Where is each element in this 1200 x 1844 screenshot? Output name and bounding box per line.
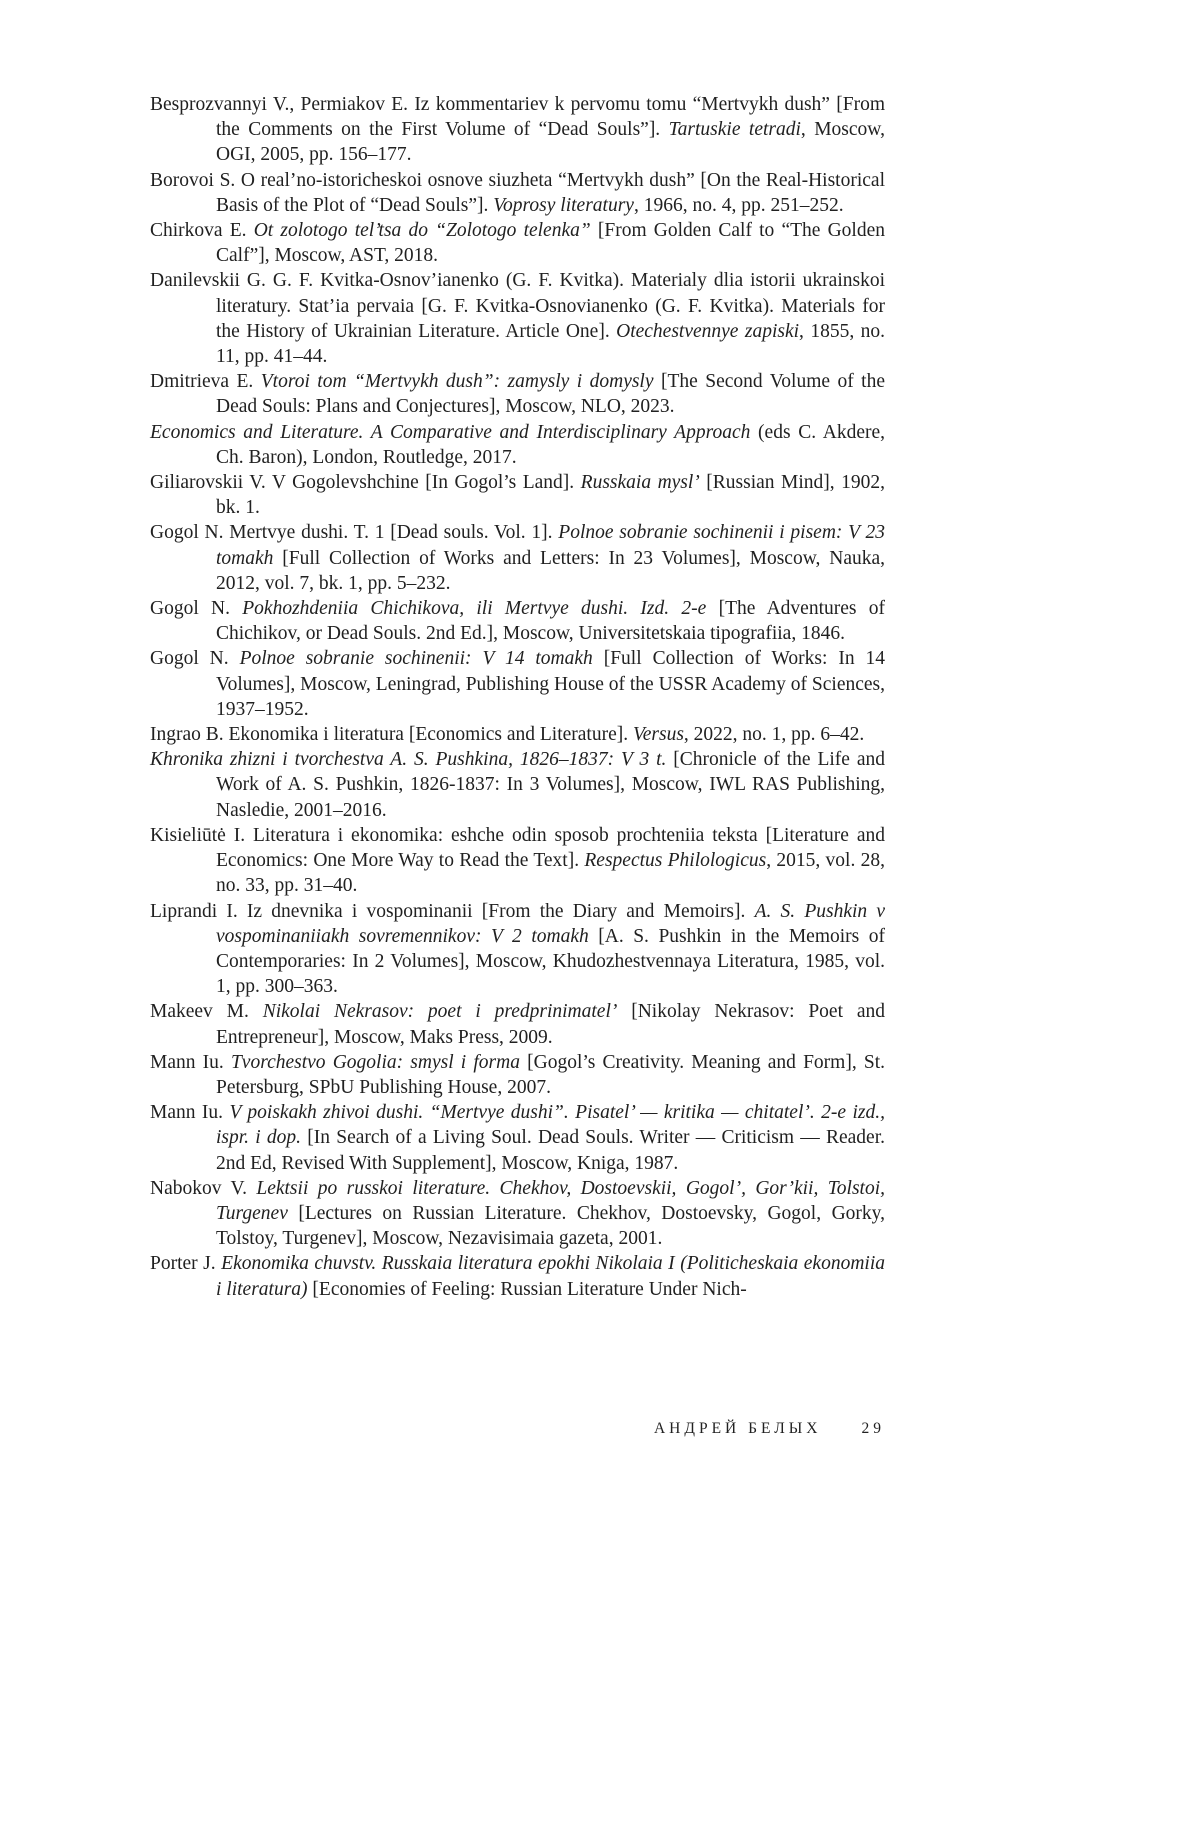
entry-text-segment: [A. S. Pushkin in the Memoirs of Contemporaries: In 2 Volumes], Moscow, Khudozhestvennaya Literatura, 1985, vol. 1, pp. 300–363. <box>216 925 886 998</box>
running-head: АНДРЕЙ БЕЛЫХ <box>653 1420 822 1437</box>
bibliography-entry <box>150 646 885 722</box>
entry-text-segment: Besprozvannyi V., Permiakov E. Iz kommentariev k pervomu tomu “Mertvykh dush” [From the Comments on the First Volume of “Dead Souls”]. <box>150 94 885 141</box>
entry-text-segment: Chirkova E. <box>150 220 254 242</box>
entry-text-segment: , 2015, vol. 28, no. 33, pp. 31–40. <box>216 850 885 897</box>
entry-title-segment: Khronika zhizni i tvorchestva A. S. Pushkina, 1826–1837: V 3 t. <box>150 749 667 771</box>
bibliography-entry <box>150 520 885 596</box>
bibliography-entry <box>150 596 885 646</box>
entry-text-segment: [Gogol’s Creativity. Meaning and Form], St. Petersburg, SPbU Publishing House, 2007. <box>216 1051 886 1098</box>
entry-text-segment: Nabokov V. <box>150 1177 257 1199</box>
entry-title-segment: Pokhozhdeniia Chichikova, ili Mertvye dushi. Izd. 2-e <box>242 598 707 620</box>
entry-text-segment: Makeev M. <box>150 1001 263 1023</box>
entry-title-segment: Otechestvennye zapiski <box>616 320 800 342</box>
entry-text-segment: Borovoi S. O real’no-istoricheskoi osnove siuzheta “Mertvykh dush” [On the Real-Historical Basis of the Plot of “Dead Souls”]. <box>150 169 885 216</box>
entry-text-segment: [Economies of Feeling: Russian Literature Under Nich- <box>307 1278 747 1300</box>
entry-text-segment: , Moscow, OGI, 2005, pp. 156–177. <box>216 119 885 166</box>
entry-text-segment: Giliarovskii V. V Gogolevshchine [In Gogol’s Land]. <box>150 472 581 494</box>
bibliography-entry <box>150 218 885 268</box>
bibliography-entry <box>150 168 885 218</box>
entry-title-segment: V poiskakh zhivoi dushi. “Mertvye dushi”. Pisatel’ — kritika — chitatel’. 2-e izd., ispr. i dop. <box>216 1102 885 1149</box>
bibliography-entry <box>150 1050 885 1100</box>
bibliography-entry <box>150 1100 885 1176</box>
entry-title-segment: Lektsii po russkoi literature. Chekhov, Dostoevskii, Gogol’, Gor’kii, Tolstoi, Turgenev <box>216 1177 885 1224</box>
entry-text-segment: [Nikolay Nekrasov: Poet and Entrepreneur], Moscow, Maks Press, 2009. <box>216 1001 885 1048</box>
bibliography-entry <box>150 823 885 899</box>
entry-text-segment: [From Golden Calf to “The Golden Calf”], Moscow, AST, 2018. <box>216 220 885 267</box>
entry-text-segment: Ingrao B. Ekonomika i literatura [Economics and Literature]. <box>150 724 633 746</box>
entry-title-segment: Tartuskie tetradi <box>668 119 801 141</box>
entry-title-segment: Ot zolotogo tel’tsa do “Zolotogo telenka” <box>253 220 591 242</box>
entry-title-segment: Versus <box>633 724 684 746</box>
entry-title-segment: Ekonomika chuvstv. Russkaia literatura epokhi Nikolaia I (Politicheskaia ekonomiia i literatura) <box>216 1253 885 1300</box>
bibliography-entry <box>150 1176 885 1252</box>
entry-text-segment: (eds C. Akdere, Ch. Baron), London, Routledge, 2017. <box>216 421 885 468</box>
entry-text-segment: Mann Iu. <box>150 1051 231 1073</box>
entry-text-segment: [Chronicle of the Life and Work of A. S. Pushkin, 1826-1837: In 3 Volumes], Moscow, IWL RAS Publishing, Nasledie, 2001–2016. <box>216 749 885 821</box>
bibliography-entry <box>150 420 885 470</box>
entry-title-segment: Polnoe sobranie sochinenii i pisem: V 23 tomakh <box>216 522 885 569</box>
entry-title-segment: Economics and Literature. A Comparative and Interdisciplinary Approach <box>150 421 751 443</box>
entry-text-segment: Gogol N. <box>150 598 243 620</box>
bibliography-entry <box>150 722 885 747</box>
entry-text-segment: [Russian Mind], 1902, bk. 1. <box>216 472 886 519</box>
entry-text-segment: [The Second Volume of the Dead Souls: Plans and Conjectures], Moscow, NLO, 2023. <box>216 371 886 418</box>
entry-text-segment: Danilevskii G. G. F. Kvitka-Osnov’ianenko (G. F. Kvitka). Materialy dlia istorii ukrainskoi literatury. Stat’ia pervaia [G. F. Kvitka-Osnovianenko (G. F. Kvitka). Materials for the History of Ukrainian Literature. Article One]. <box>150 270 885 342</box>
bibliography-entry <box>150 369 885 419</box>
entry-title-segment: Russkaia mysl’ <box>580 472 700 494</box>
entry-text-segment: Liprandi I. Iz dnevnika i vospominanii [From the Diary and Memoirs]. <box>150 900 755 922</box>
bibliography-entry <box>150 92 885 168</box>
entry-text-segment: , 1855, no. 11, pp. 41–44. <box>216 320 886 368</box>
entry-text-segment: Kisieliūtė I. Literatura i ekonomika: eshche odin sposob prochteniia teksta [Literature and Economics: One More Way to Read the Text]. <box>150 824 885 872</box>
entry-text-segment: [Lectures on Russian Literature. Chekhov, Dostoevsky, Gogol, Gorky, Tolstoy, Turgenev], Moscow, Nezavisimaia gazeta, 2001. <box>216 1202 885 1250</box>
entry-title-segment: Nikolai Nekrasov: poet i predprinimatel’ <box>262 1001 618 1023</box>
entry-text-segment: [Full Collection of Works and Letters: In 23 Volumes], Moscow, Nauka, 2012, vol. 7, bk. 1, pp. 5–232. <box>216 547 885 594</box>
entry-text-segment: Dmitrieva E. <box>150 371 261 393</box>
entry-title-segment: A. S. Pushkin v vospominaniiakh sovremennikov: V 2 tomakh <box>216 900 885 947</box>
entry-text-segment: [The Adventures of Chichikov, or Dead Souls. 2nd Ed.], Moscow, Universitetskaia tipografiia, 1846. <box>216 598 885 645</box>
bibliography-entry <box>150 747 885 823</box>
entry-text-segment: Gogol N. Mertvye dushi. T. 1 [Dead souls. Vol. 1]. <box>150 522 559 544</box>
bibliography-entry <box>150 268 885 369</box>
entry-text-segment: [Full Collection of Works: In 14 Volumes], Moscow, Leningrad, Publishing House of the USSR Academy of Sciences, 1937–1952. <box>216 648 885 720</box>
entry-title-segment: Vtoroi tom “Mertvykh dush”: zamysly i domysly <box>260 371 654 393</box>
entry-title-segment: Voprosy literatury <box>493 194 634 216</box>
page-number: 29 <box>861 1420 885 1437</box>
entry-text-segment: , 1966, no. 4, pp. 251–252. <box>633 194 844 216</box>
entry-text-segment: Porter J. <box>150 1253 222 1275</box>
bibliography-list <box>150 92 885 1302</box>
entry-text-segment: Mann Iu. <box>150 1102 230 1124</box>
entry-title-segment: Tvorchestvo Gogolia: smysl i forma <box>230 1051 520 1073</box>
bibliography-entry <box>150 470 885 520</box>
bibliography-entry <box>150 999 885 1049</box>
entry-text-segment: Gogol N. <box>150 648 240 670</box>
bibliography-entry <box>150 1251 885 1301</box>
entry-title-segment: Respectus Philologicus <box>584 850 767 872</box>
entry-text-segment: , 2022, no. 1, pp. 6–42. <box>683 724 865 746</box>
entry-title-segment: Polnoe sobranie sochinenii: V 14 tomakh <box>239 648 593 670</box>
entry-text-segment: [In Search of a Living Soul. Dead Souls. Writer — Criticism — Reader. 2nd Ed, Revised With Supplement], Moscow, Kniga, 1987. <box>216 1127 885 1174</box>
page-footer <box>150 1420 885 1438</box>
bibliography-entry <box>150 899 885 1000</box>
